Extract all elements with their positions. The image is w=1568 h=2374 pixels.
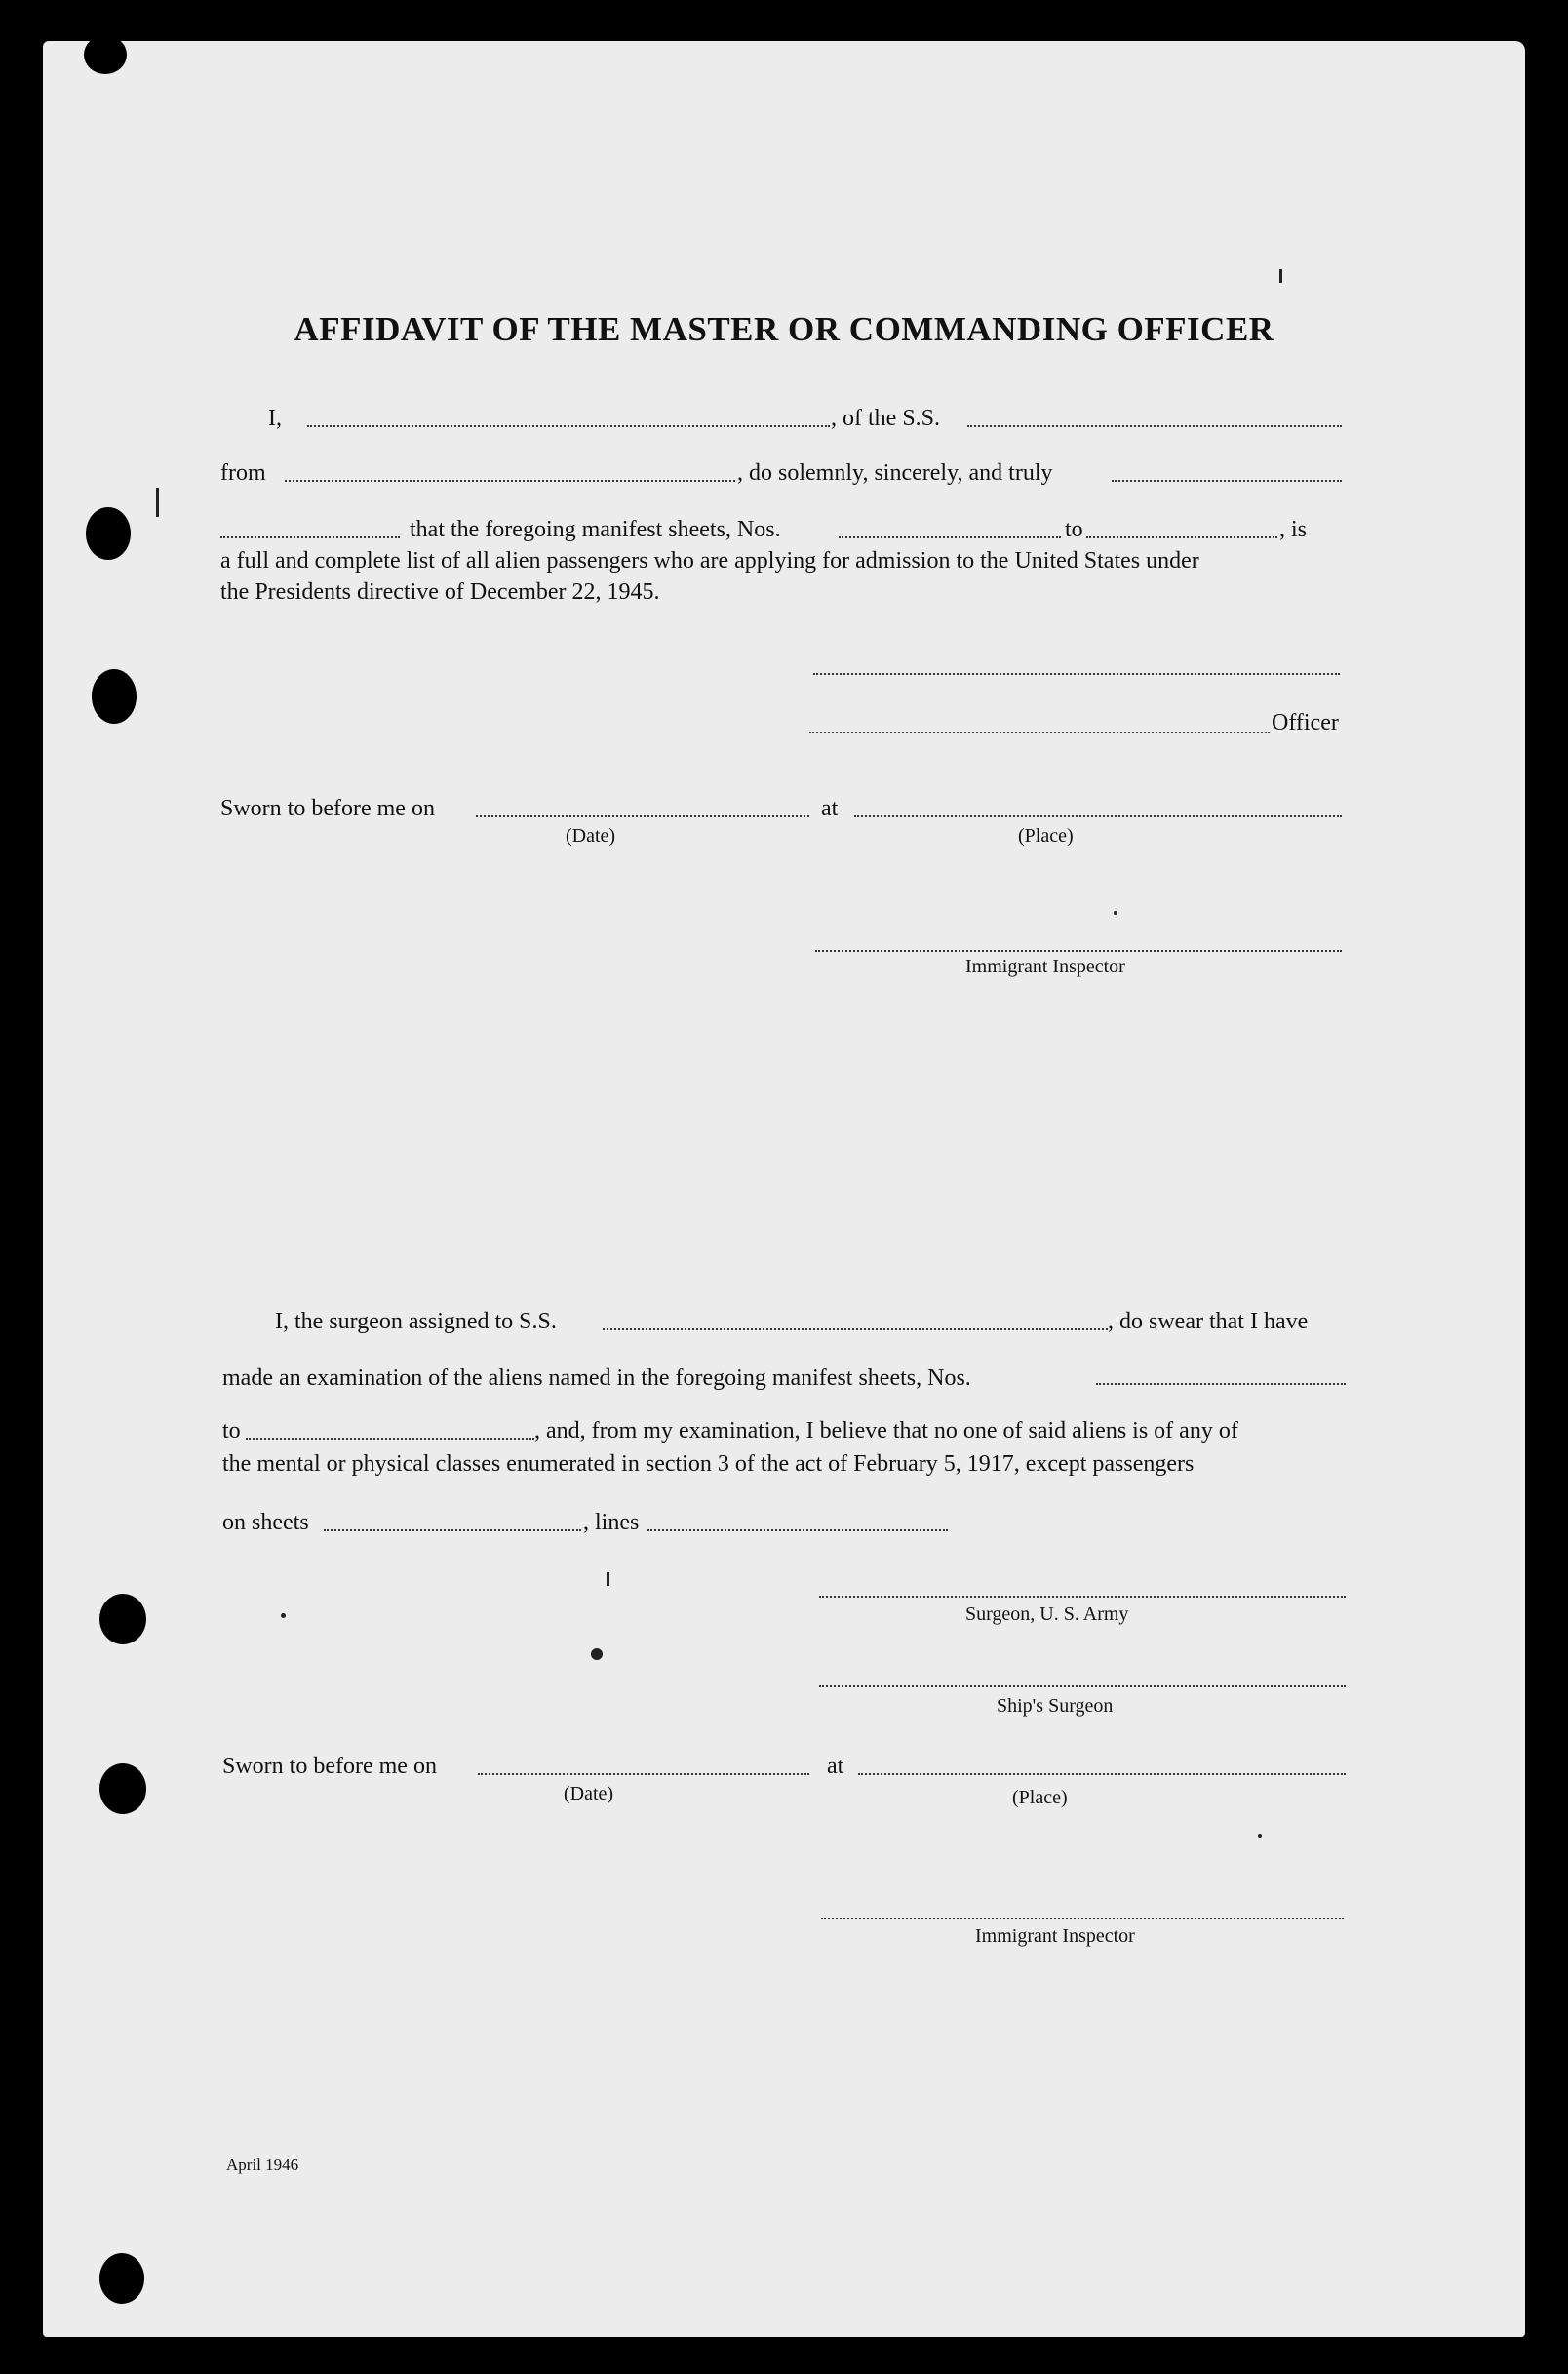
speck [156,488,159,517]
surgeon-exception-sheets-field[interactable] [324,1529,581,1531]
surgeon-sheets-to-field[interactable] [246,1438,534,1440]
surgeon-inspector-field[interactable] [821,1918,1344,1919]
surgeon-exception-lines-field[interactable] [647,1529,948,1531]
speck [281,1613,286,1618]
punch-hole [84,35,127,74]
surgeon-ship-field[interactable] [603,1328,1108,1330]
footer-date: April 1946 [226,2156,299,2174]
speck [1114,911,1117,915]
master-place-caption: (Place) [1018,825,1074,847]
punch-hole [86,507,131,560]
surgeon-line2: made an examination of the aliens named in the foregoing manifest sheets, Nos. [222,1365,971,1391]
master-sworn-label: Sworn to before me on [220,796,435,821]
master-line2-solemnly: , do solemnly, sincerely, and truly [737,460,1053,486]
master-inspector-field[interactable] [815,950,1342,952]
master-sworn-place-field[interactable] [854,815,1342,817]
master-oath-field[interactable] [1112,480,1342,482]
surgeon-sworn-place-field[interactable] [858,1773,1346,1775]
surgeon-place-caption: (Place) [1012,1787,1068,1808]
ship-surgeon-label: Ship's Surgeon [997,1695,1114,1717]
surgeon-line4: the mental or physical classes enumerated in section 3 of the act of February 5, 1917, except passengers [222,1451,1195,1477]
master-sheets-from-field[interactable] [839,536,1061,538]
document-page [43,41,1525,2337]
punch-hole [99,2253,144,2304]
master-line3-that: that the foregoing manifest sheets, Nos. [410,517,781,542]
master-sheets-to-field[interactable] [1086,536,1277,538]
punch-hole [99,1763,146,1814]
master-inspector-label: Immigrant Inspector [965,956,1125,977]
master-line1-i: I, [268,406,282,431]
form-title: AFFIDAVIT OF THE MASTER OR COMMANDING OFFICER [294,310,1274,348]
master-sworn-date-field[interactable] [476,815,809,817]
master-line3-to: to [1065,517,1083,542]
surgeon-inspector-label: Immigrant Inspector [975,1925,1135,1947]
punch-hole [99,1594,146,1644]
master-from-field[interactable] [285,480,735,482]
master-at-label: at [821,796,839,821]
punch-hole [92,669,137,724]
master-line4: a full and complete list of all alien passengers who are applying for admission to the United States under [220,548,1199,574]
speck [1279,269,1282,283]
officer-label: Officer [1272,710,1339,735]
surgeon-sworn-date-field[interactable] [478,1773,809,1775]
master-line3-is: , is [1279,517,1308,542]
officer-field[interactable] [809,732,1270,733]
master-affirm-field[interactable] [220,536,400,538]
speck [591,1648,603,1660]
speck [607,1572,609,1586]
surgeon-line3-rest: , and, from my examination, I believe that no one of said aliens is of any of [534,1418,1238,1444]
master-ship-field[interactable] [967,425,1342,427]
surgeon-line1-b: , do swear that I have [1108,1309,1309,1334]
speck [1258,1834,1262,1838]
master-date-caption: (Date) [566,825,616,847]
surgeon-at-label: at [827,1754,844,1779]
army-surgeon-signature-field[interactable] [819,1596,1346,1598]
master-line1-of-ss: , of the S.S. [831,406,941,431]
surgeon-line5-lines: , lines [583,1510,640,1535]
surgeon-line5-sheets: on sheets [222,1510,309,1535]
master-line2-from: from [220,460,266,486]
surgeon-date-caption: (Date) [564,1783,614,1804]
master-line5: the Presidents directive of December 22, 1945. [220,579,660,605]
surgeon-sworn-label: Sworn to before me on [222,1754,437,1779]
ship-surgeon-signature-field[interactable] [819,1685,1346,1687]
surgeon-line1-a: I, the surgeon assigned to S.S. [275,1309,557,1334]
surgeon-sheets-from-field[interactable] [1096,1383,1346,1385]
army-surgeon-label: Surgeon, U. S. Army [965,1603,1129,1625]
master-signature-field[interactable] [813,673,1340,675]
surgeon-line3-to: to [222,1418,241,1444]
master-name-field[interactable] [307,425,830,427]
